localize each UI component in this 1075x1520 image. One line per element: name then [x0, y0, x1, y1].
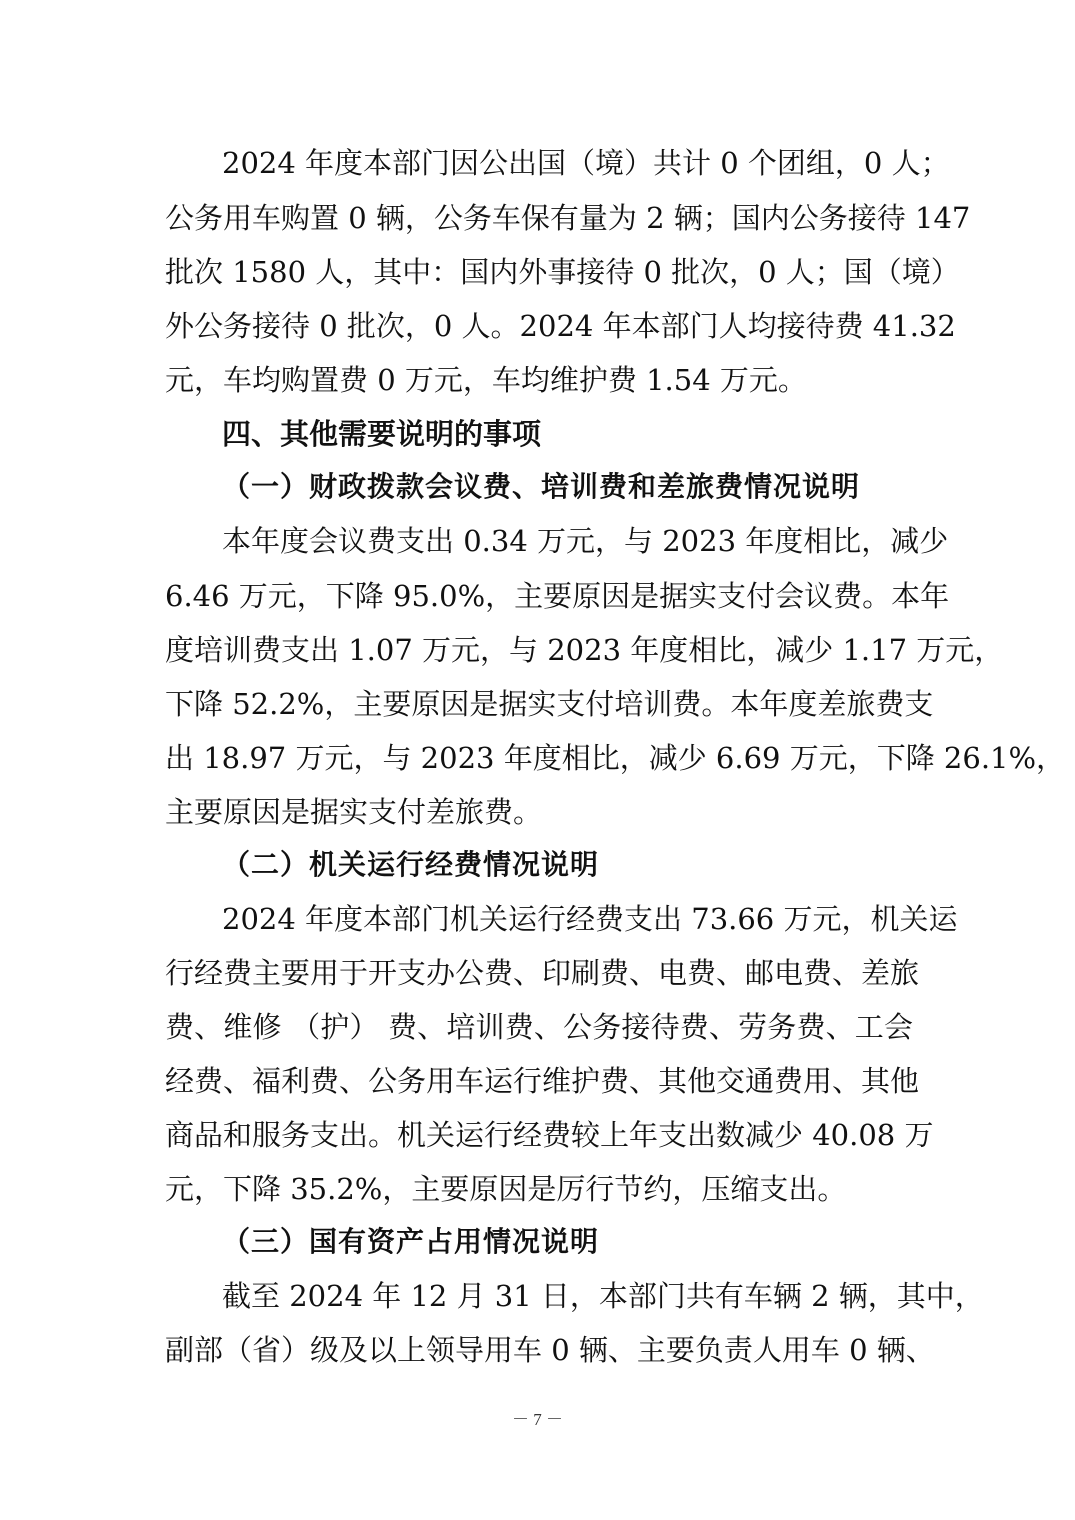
paragraph-line: 商品和服务支出。机关运行经费较上年支出数减少 40.08 万	[165, 1118, 934, 1152]
paragraph-line: 度培训费支出 1.07 万元，与 2023 年度相比，减少 1.17 万元，	[165, 633, 1004, 667]
paragraph-line: 经费、福利费、公务用车运行维护费、其他交通费用、其他	[165, 1064, 920, 1098]
paragraph-line: 截至 2024 年 12 月 31 日，本部门共有车辆 2 辆，其中，	[222, 1279, 984, 1313]
paragraph-line: 出 18.97 万元，与 2023 年度相比，减少 6.69 万元，下降 26.1%，	[165, 741, 1066, 775]
paragraph-line: 6.46 万元，下降 95.0%，主要原因是据实支付会议费。本年	[165, 579, 950, 613]
paragraph-line: 费、维修 （护） 费、培训费、公务接待费、劳务费、工会	[165, 1010, 913, 1044]
page-number: － 7 －	[512, 1410, 563, 1429]
paragraph-line: 公务用车购置 0 辆，公务车保有量为 2 辆；国内公务接待 147	[165, 201, 971, 235]
subsection-heading: （三）国有资产占用情况说明	[222, 1225, 600, 1258]
section-heading: 四、其他需要说明的事项	[222, 417, 542, 451]
paragraph-line: 元，车均购置费 0 万元，车均维护费 1.54 万元。	[165, 363, 807, 397]
paragraph-line: 主要原因是据实支付差旅费。	[165, 795, 543, 829]
paragraph-line: 2024 年度本部门因公出国（境）共计 0 个团组，0 人；	[222, 146, 950, 180]
paragraph-line: 下降 52.2%，主要原因是据实支付培训费。本年度差旅费支	[165, 687, 934, 721]
paragraph-line: 副部（省）级及以上领导用车 0 辆、主要负责人用车 0 辆、	[165, 1333, 935, 1367]
subsection-heading: （二）机关运行经费情况说明	[222, 848, 600, 881]
paragraph-line: 外公务接待 0 批次，0 人。2024 年本部门人均接待费 41.32	[165, 309, 956, 343]
paragraph-line: 行经费主要用于开支办公费、印刷费、电费、邮电费、差旅	[165, 956, 920, 990]
paragraph-line: 2024 年度本部门机关运行经费支出 73.66 万元，机关运	[222, 902, 958, 936]
paragraph-line: 批次 1580 人，其中：国内外事接待 0 批次，0 人；国（境）	[165, 255, 960, 289]
subsection-heading: （一）财政拨款会议费、培训费和差旅费情况说明	[222, 470, 861, 503]
paragraph-line: 元，下降 35.2%，主要原因是厉行节约，压缩支出。	[165, 1172, 847, 1206]
paragraph-line: 本年度会议费支出 0.34 万元，与 2023 年度相比，减少	[222, 524, 949, 558]
